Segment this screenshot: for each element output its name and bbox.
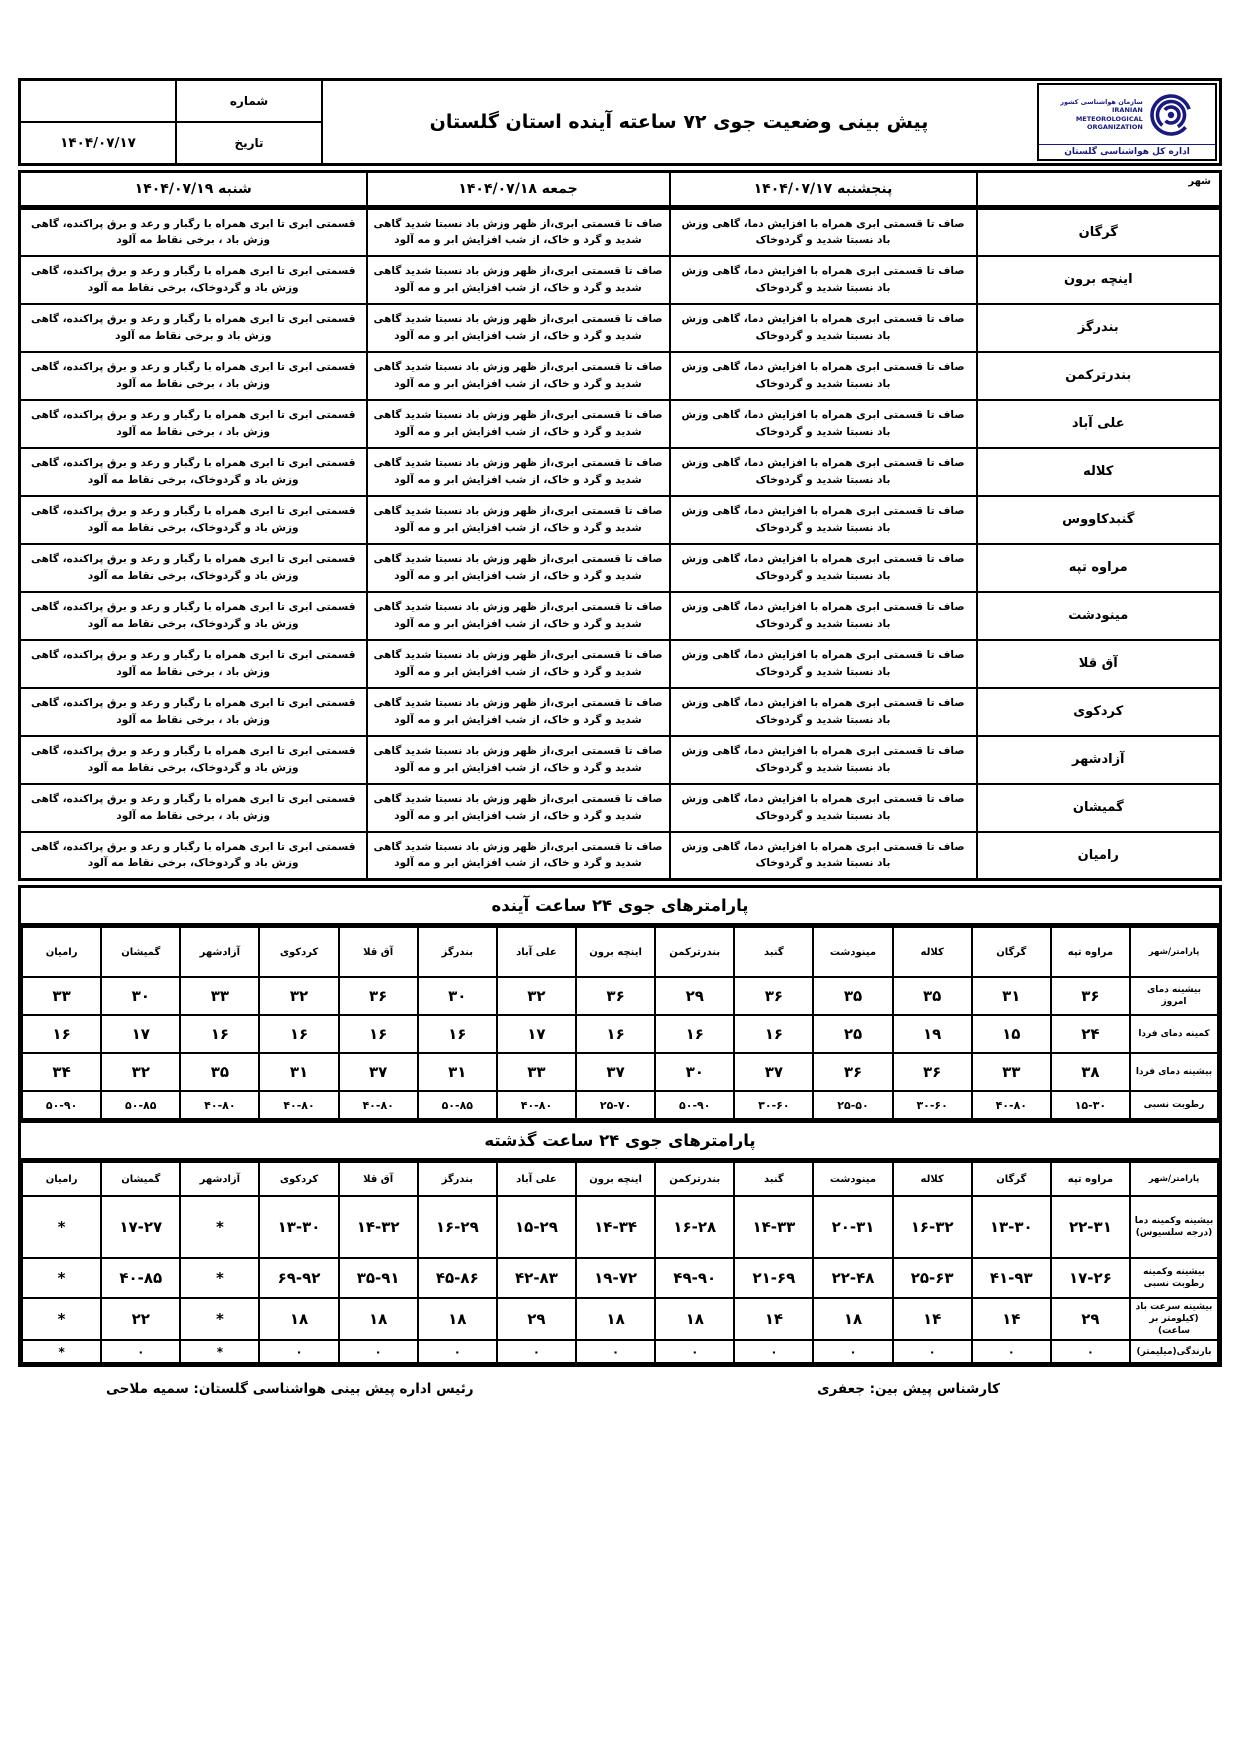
param-city-header: بندرگز — [418, 927, 497, 977]
forecast-row — [20, 208, 1221, 256]
forecast-thursday-cell: صاف تا قسمتی ابری همراه با افزایش دما، گاهی وزش باد نسبتا شدید و گردوخاک — [670, 688, 977, 736]
param-value: ۳۶ — [1051, 977, 1130, 1015]
forecast-saturday-cell: قسمتی ابری تا ابری همراه با رگبار و رعد و برق پراکنده، گاهی وزش باد و گردوخاک، برخی نقاط مه آلود — [20, 544, 367, 592]
param-city-header: کردکوی — [259, 1162, 338, 1196]
param-header-row — [22, 1162, 1218, 1196]
forecast-saturday-cell: قسمتی ابری تا ابری همراه با رگبار و رعد و برق پراکنده، گاهی وزش باد و گردوخاک، برخی نقاط مه آلود — [20, 736, 367, 784]
param-value: ۱۶ — [339, 1015, 418, 1053]
forecast-row — [20, 784, 1221, 832]
param-value: ۱۹-۷۲ — [576, 1258, 655, 1298]
forecast-thursday-cell: صاف تا قسمتی ابری همراه با افزایش دما، گاهی وزش باد نسبتا شدید و گردوخاک — [670, 736, 977, 784]
param-value: ۳۷ — [576, 1053, 655, 1091]
forecast-friday-cell: صاف تا قسمتی ابری،از ظهر وزش باد نسبتا شدید گاهی شدید و گرد و خاک، از شب افزایش ابر و مه آلود — [367, 592, 670, 640]
param-value: ۱۸ — [418, 1298, 497, 1340]
param-value: ۳۰-۶۰ — [893, 1091, 972, 1119]
param-city-header: اینچه برون — [576, 927, 655, 977]
param-value: ۲۲-۳۱ — [1051, 1196, 1130, 1258]
param-value: ۳۳ — [972, 1053, 1051, 1091]
param-city-header: گرگان — [972, 1162, 1051, 1196]
param-value: ۳۶ — [734, 977, 813, 1015]
logo-line-fa: سازمان هواشناسی کشور — [1060, 98, 1143, 107]
param-value: ۲۱-۶۹ — [734, 1258, 813, 1298]
logo-caption: اداره کل هواشناسی گلستان — [1039, 144, 1215, 159]
param-value: ۴۰-۸۵ — [101, 1258, 180, 1298]
forecast-thursday-cell: صاف تا قسمتی ابری همراه با افزایش دما، گاهی وزش باد نسبتا شدید و گردوخاک — [670, 304, 977, 352]
param-value: ۰ — [101, 1340, 180, 1363]
param-value: ۱۶-۲۹ — [418, 1196, 497, 1258]
param-corner-header: پارامتر/شهر — [1130, 1162, 1218, 1196]
param-city-header: رامیان — [22, 1162, 101, 1196]
param-value: ۰ — [893, 1340, 972, 1363]
param-value: ۳۱ — [418, 1053, 497, 1091]
forecast-saturday-cell: قسمتی ابری تا ابری همراه با رگبار و رعد و برق پراکنده، گاهی وزش باد ، برخی نقاط مه آلود — [20, 208, 367, 256]
forecast-saturday-cell: قسمتی ابری تا ابری همراه با رگبار و رعد و برق پراکنده، گاهی وزش باد ، برخی نقاط مه آلود — [20, 640, 367, 688]
param-value: ۳۱ — [972, 977, 1051, 1015]
params-past24-title: پارامترهای جوی ۲۴ ساعت گذشته — [21, 1120, 1219, 1161]
param-value: ۰ — [734, 1340, 813, 1363]
param-value: ۱۸ — [339, 1298, 418, 1340]
met-org-logo — [1037, 83, 1217, 161]
forecast-thursday-cell: صاف تا قسمتی ابری همراه با افزایش دما، گاهی وزش باد نسبتا شدید و گردوخاک — [670, 448, 977, 496]
param-value: ۰ — [576, 1340, 655, 1363]
forecast-thursday-cell: صاف تا قسمتی ابری همراه با افزایش دما، گاهی وزش باد نسبتا شدید و گردوخاک — [670, 784, 977, 832]
city-name: گنبدکاووس — [977, 496, 1221, 544]
param-value: ۰ — [259, 1340, 338, 1363]
forecast-row — [20, 640, 1221, 688]
param-value: ۲۵-۵۰ — [813, 1091, 892, 1119]
forecast-friday-cell: صاف تا قسمتی ابری،از ظهر وزش باد نسبتا شدید گاهی شدید و گرد و خاک، از شب افزایش ابر و مه آلود — [367, 496, 670, 544]
param-value: ۲۲-۴۸ — [813, 1258, 892, 1298]
param-row — [22, 1015, 1218, 1053]
forecast-row — [20, 256, 1221, 304]
param-value: ۱۶ — [418, 1015, 497, 1053]
param-value: ۳۸ — [1051, 1053, 1130, 1091]
forecast-row — [20, 736, 1221, 784]
forecast-thursday-cell: صاف تا قسمتی ابری همراه با افزایش دما، گاهی وزش باد نسبتا شدید و گردوخاک — [670, 544, 977, 592]
signatures-row — [18, 1379, 1222, 1409]
param-value: ۴۵-۸۶ — [418, 1258, 497, 1298]
forecaster-signature: کارشناس پیش بین: جعفری — [817, 1381, 1000, 1398]
param-row — [22, 1298, 1218, 1340]
city-name: گمیشان — [977, 784, 1221, 832]
city-name: آق قلا — [977, 640, 1221, 688]
param-value: * — [22, 1196, 101, 1258]
param-value: ۳۶ — [576, 977, 655, 1015]
param-value: ۱۵-۲۹ — [497, 1196, 576, 1258]
param-value: ۴۲-۸۳ — [497, 1258, 576, 1298]
forecast-friday-cell: صاف تا قسمتی ابری،از ظهر وزش باد نسبتا شدید گاهی شدید و گرد و خاک، از شب افزایش ابر و مه آلود — [367, 784, 670, 832]
param-value: ۳۷ — [734, 1053, 813, 1091]
param-value: ۳۰ — [655, 1053, 734, 1091]
param-value: ۳۶ — [813, 1053, 892, 1091]
param-value: ۲۲ — [101, 1298, 180, 1340]
param-value: ۱۳-۳۰ — [259, 1196, 338, 1258]
param-value: * — [180, 1340, 259, 1363]
param-value: ۱۵ — [972, 1015, 1051, 1053]
forecast-thursday-cell: صاف تا قسمتی ابری همراه با افزایش دما، گاهی وزش باد نسبتا شدید و گردوخاک — [670, 640, 977, 688]
forecast-friday-cell: صاف تا قسمتی ابری،از ظهر وزش باد نسبتا شدید گاهی شدید و گرد و خاک، از شب افزایش ابر و مه آلود — [367, 832, 670, 880]
forecast-row — [20, 304, 1221, 352]
bulletin-header — [18, 78, 1222, 166]
param-value: ۰ — [497, 1340, 576, 1363]
forecast-thursday-cell: صاف تا قسمتی ابری همراه با افزایش دما، گاهی وزش باد نسبتا شدید و گردوخاک — [670, 832, 977, 880]
date-label: تاریخ — [175, 123, 321, 163]
param-value: * — [180, 1298, 259, 1340]
param-value: ۱۶-۲۸ — [655, 1196, 734, 1258]
logo-line-en1: IRANIAN — [1112, 106, 1143, 115]
param-value: ۱۴ — [893, 1298, 972, 1340]
param-city-header: گنبد — [734, 927, 813, 977]
city-name: اینچه برون — [977, 256, 1221, 304]
param-city-header: بندرگز — [418, 1162, 497, 1196]
params-past24-table — [21, 1161, 1219, 1364]
logo-line-en3: ORGANIZATION — [1086, 122, 1143, 131]
forecast-table-body — [20, 208, 1221, 880]
param-row-label: کمینه دمای فردا — [1130, 1015, 1218, 1053]
param-value: ۰ — [418, 1340, 497, 1363]
param-value: ۲۵-۷۰ — [576, 1091, 655, 1119]
param-value: ۳۶ — [339, 977, 418, 1015]
param-value: ۴۰-۸۰ — [497, 1091, 576, 1119]
param-city-header: گنبد — [734, 1162, 813, 1196]
param-value: ۵۰-۹۰ — [655, 1091, 734, 1119]
forecast-saturday-cell: قسمتی ابری تا ابری همراه با رگبار و رعد و برق پراکنده، گاهی وزش باد ، برخی نقاط مه آلود — [20, 400, 367, 448]
forecast-thursday-cell: صاف تا قسمتی ابری همراه با افزایش دما، گاهی وزش باد نسبتا شدید و گردوخاک — [670, 496, 977, 544]
param-value: ۴۰-۸۰ — [972, 1091, 1051, 1119]
param-value: ۴۰-۸۰ — [259, 1091, 338, 1119]
param-value: ۳۰ — [101, 977, 180, 1015]
forecast-friday-cell: صاف تا قسمتی ابری،از ظهر وزش باد نسبتا شدید گاهی شدید و گرد و خاک، از شب افزایش ابر و مه آلود — [367, 304, 670, 352]
param-row — [22, 1091, 1218, 1119]
forecast-row — [20, 544, 1221, 592]
param-value: ۰ — [655, 1340, 734, 1363]
forecast-friday-cell: صاف تا قسمتی ابری،از ظهر وزش باد نسبتا شدید گاهی شدید و گرد و خاک، از شب افزایش ابر و مه آلود — [367, 448, 670, 496]
param-value: ۰ — [813, 1340, 892, 1363]
param-value: ۳۲ — [259, 977, 338, 1015]
param-value: * — [180, 1196, 259, 1258]
param-value: ۱۶-۳۲ — [893, 1196, 972, 1258]
number-label: شماره — [175, 81, 321, 121]
param-city-header: کلاله — [893, 1162, 972, 1196]
forecast-thursday-cell: صاف تا قسمتی ابری همراه با افزایش دما، گاهی وزش باد نسبتا شدید و گردوخاک — [670, 400, 977, 448]
param-value: ۳۴ — [22, 1053, 101, 1091]
forecast-saturday-cell: قسمتی ابری تا ابری همراه با رگبار و رعد و برق پراکنده، گاهی وزش باد و گردوخاک، برخی نقاط مه آلود — [20, 832, 367, 880]
city-name: بندرترکمن — [977, 352, 1221, 400]
date-value: ۱۴۰۴/۰۷/۱۷ — [60, 135, 136, 151]
city-name: آزادشهر — [977, 736, 1221, 784]
param-value: ۱۶ — [576, 1015, 655, 1053]
param-city-header: گمیشان — [101, 927, 180, 977]
city-name: گرگان — [977, 208, 1221, 256]
param-corner-header: پارامتر/شهر — [1130, 927, 1218, 977]
forecast-saturday-cell: قسمتی ابری تا ابری همراه با رگبار و رعد و برق پراکنده، گاهی وزش باد و گردوخاک، برخی نقاط مه آلود — [20, 592, 367, 640]
param-row — [22, 1258, 1218, 1298]
param-value: ۳۷ — [339, 1053, 418, 1091]
param-value: ۳۰ — [418, 977, 497, 1015]
param-row-label: بیشینه دمای فردا — [1130, 1053, 1218, 1091]
param-city-header: آزادشهر — [180, 1162, 259, 1196]
param-value: ۱۷ — [497, 1015, 576, 1053]
city-name: کردکوی — [977, 688, 1221, 736]
city-name: بندرگز — [977, 304, 1221, 352]
param-row-label: رطوبت نسبی — [1130, 1091, 1218, 1119]
forecast-friday-cell: صاف تا قسمتی ابری،از ظهر وزش باد نسبتا شدید گاهی شدید و گرد و خاک، از شب افزایش ابر و مه آلود — [367, 688, 670, 736]
param-value: ۲۹ — [497, 1298, 576, 1340]
forecast-row — [20, 688, 1221, 736]
forecast-saturday-cell: قسمتی ابری تا ابری همراه با رگبار و رعد و برق پراکنده، گاهی وزش باد و برخی نقاط مه آلود — [20, 304, 367, 352]
param-city-header: اینچه برون — [576, 1162, 655, 1196]
param-city-header: مینودشت — [813, 1162, 892, 1196]
param-city-header: رامیان — [22, 927, 101, 977]
forecast-saturday-cell: قسمتی ابری تا ابری همراه با رگبار و رعد و برق پراکنده، گاهی وزش باد ، برخی نقاط مه آلود — [20, 688, 367, 736]
friday-column-header: جمعه ۱۴۰۴/۰۷/۱۸ — [367, 172, 670, 208]
param-row-label: بیشینه دمای امروز — [1130, 977, 1218, 1015]
param-city-header: علی آباد — [497, 1162, 576, 1196]
param-value: ۳۱ — [259, 1053, 338, 1091]
param-city-header: مینودشت — [813, 927, 892, 977]
logo-org-lines — [1060, 98, 1143, 131]
param-value: ۱۸ — [259, 1298, 338, 1340]
param-value: ۲۴ — [1051, 1015, 1130, 1053]
forecast-saturday-cell: قسمتی ابری تا ابری همراه با رگبار و رعد و برق پراکنده، گاهی وزش باد و گردوخاک، برخی نقاط مه آلود — [20, 256, 367, 304]
param-value: ۲۰-۳۱ — [813, 1196, 892, 1258]
param-row-label: بیشینه سرعت باد (کیلومتر بر ساعت) — [1130, 1298, 1218, 1340]
forecast-row — [20, 832, 1221, 880]
param-value: ۳۳ — [22, 977, 101, 1015]
forecast-saturday-cell: قسمتی ابری تا ابری همراه با رگبار و رعد و برق پراکنده، گاهی وزش باد ، برخی نقاط مه آلود — [20, 784, 367, 832]
param-value: ۳۰-۶۰ — [734, 1091, 813, 1119]
param-value: ۵۰-۸۵ — [418, 1091, 497, 1119]
param-value: ۴۰-۸۰ — [339, 1091, 418, 1119]
forecast-table — [18, 170, 1222, 881]
forecast-friday-cell: صاف تا قسمتی ابری،از ظهر وزش باد نسبتا شدید گاهی شدید و گرد و خاک، از شب افزایش ابر و مه آلود — [367, 736, 670, 784]
number-row — [21, 81, 321, 123]
param-city-header: آق قلا — [339, 927, 418, 977]
param-value: ۱۷ — [101, 1015, 180, 1053]
param-value: ۱۴ — [972, 1298, 1051, 1340]
city-name: رامیان — [977, 832, 1221, 880]
forecast-friday-cell: صاف تا قسمتی ابری،از ظهر وزش باد نسبتا شدید گاهی شدید و گرد و خاک، از شب افزایش ابر و مه آلود — [367, 256, 670, 304]
param-value: * — [22, 1298, 101, 1340]
param-city-header: گرگان — [972, 927, 1051, 977]
param-value: ۳۲ — [497, 977, 576, 1015]
forecast-friday-cell: صاف تا قسمتی ابری،از ظهر وزش باد نسبتا شدید گاهی شدید و گرد و خاک، از شب افزایش ابر و مه آلود — [367, 544, 670, 592]
forecast-friday-cell: صاف تا قسمتی ابری،از ظهر وزش باد نسبتا شدید گاهی شدید و گرد و خاک، از شب افزایش ابر و مه آلود — [367, 400, 670, 448]
param-city-header: کلاله — [893, 927, 972, 977]
param-value: ۱۵-۳۰ — [1051, 1091, 1130, 1119]
param-value: ۳۳ — [497, 1053, 576, 1091]
param-row — [22, 1053, 1218, 1091]
number-value — [21, 81, 175, 121]
forecast-saturday-cell: قسمتی ابری تا ابری همراه با رگبار و رعد و برق پراکنده، گاهی وزش باد و گردوخاک، برخی نقاط مه آلود — [20, 496, 367, 544]
forecast-friday-cell: صاف تا قسمتی ابری،از ظهر وزش باد نسبتا شدید گاهی شدید و گرد و خاک، از شب افزایش ابر و مه آلود — [367, 352, 670, 400]
param-city-header: گمیشان — [101, 1162, 180, 1196]
forecast-row — [20, 496, 1221, 544]
param-row-label: بارندگی(میلیمتر) — [1130, 1340, 1218, 1363]
param-value: ۱۴ — [734, 1298, 813, 1340]
saturday-column-header: شنبه ۱۴۰۴/۰۷/۱۹ — [20, 172, 367, 208]
param-value: ۱۸ — [655, 1298, 734, 1340]
city-name: مراوه تپه — [977, 544, 1221, 592]
param-city-header: آق قلا — [339, 1162, 418, 1196]
param-value: ۱۷-۲۷ — [101, 1196, 180, 1258]
forecast-header-row — [20, 172, 1221, 208]
param-value: ۲۹ — [655, 977, 734, 1015]
param-row — [22, 977, 1218, 1015]
forecast-thursday-cell: صاف تا قسمتی ابری همراه با افزایش دما، گاهی وزش باد نسبتا شدید و گردوخاک — [670, 256, 977, 304]
forecast-row — [20, 400, 1221, 448]
param-value: ۱۸ — [576, 1298, 655, 1340]
forecast-thursday-cell: صاف تا قسمتی ابری همراه با افزایش دما، گاهی وزش باد نسبتا شدید و گردوخاک — [670, 352, 977, 400]
param-value: * — [180, 1258, 259, 1298]
param-value: ۳۵-۹۱ — [339, 1258, 418, 1298]
param-city-header: کردکوی — [259, 927, 338, 977]
city-name: کلاله — [977, 448, 1221, 496]
param-value: ۳۳ — [180, 977, 259, 1015]
param-city-header: مراوه تپه — [1051, 1162, 1130, 1196]
param-value: ۱۶ — [655, 1015, 734, 1053]
param-value: ۵۰-۸۵ — [101, 1091, 180, 1119]
forecast-friday-cell: صاف تا قسمتی ابری،از ظهر وزش باد نسبتا شدید گاهی شدید و گرد و خاک، از شب افزایش ابر و مه آلود — [367, 640, 670, 688]
param-value: ۴۰-۸۰ — [180, 1091, 259, 1119]
page-title: پیش بینی وضعیت جوی ۷۲ ساعته آینده استان گلستان — [429, 111, 929, 133]
param-value: ۳۶ — [893, 1053, 972, 1091]
spiral-logo-icon — [1148, 92, 1194, 138]
param-header-row — [22, 927, 1218, 977]
param-value: ۱۶ — [259, 1015, 338, 1053]
param-value: ۳۲ — [101, 1053, 180, 1091]
param-value: ۳۵ — [180, 1053, 259, 1091]
logo-line-en2: METEOROLOGICAL — [1075, 114, 1143, 123]
forecast-row — [20, 592, 1221, 640]
forecast-friday-cell: صاف تا قسمتی ابری،از ظهر وزش باد نسبتا شدید گاهی شدید و گرد و خاک، از شب افزایش ابر و مه آلود — [367, 208, 670, 256]
params-next24-table — [21, 926, 1219, 1120]
param-city-header: مراوه تپه — [1051, 927, 1130, 977]
forecast-thursday-cell: صاف تا قسمتی ابری همراه با افزایش دما، گاهی وزش باد نسبتا شدید و گردوخاک — [670, 208, 977, 256]
param-value: ۵۰-۹۰ — [22, 1091, 101, 1119]
param-row — [22, 1196, 1218, 1258]
parameters-section — [18, 885, 1222, 1367]
thursday-column-header: پنجشنبه ۱۴۰۴/۰۷/۱۷ — [670, 172, 977, 208]
city-name: علی آباد — [977, 400, 1221, 448]
param-value: ۱۴-۳۲ — [339, 1196, 418, 1258]
param-row — [22, 1340, 1218, 1363]
city-column-header: شهر — [977, 172, 1221, 208]
param-value: ۰ — [972, 1340, 1051, 1363]
forecast-row — [20, 448, 1221, 496]
param-value: ۱۴-۳۳ — [734, 1196, 813, 1258]
city-name: مینودشت — [977, 592, 1221, 640]
param-city-header: بندرترکمن — [655, 1162, 734, 1196]
param-value: ۲۵-۶۳ — [893, 1258, 972, 1298]
param-value: ۶۹-۹۲ — [259, 1258, 338, 1298]
forecast-saturday-cell: قسمتی ابری تا ابری همراه با رگبار و رعد و برق پراکنده، گاهی وزش باد و گردوخاک، برخی نقاط مه آلود — [20, 448, 367, 496]
head-signature: رئیس اداره پیش بینی هواشناسی گلستان: سمیه ملاحی — [106, 1381, 474, 1398]
param-value: ۱۷-۲۶ — [1051, 1258, 1130, 1298]
param-value: ۱۶ — [180, 1015, 259, 1053]
param-value: ۴۹-۹۰ — [655, 1258, 734, 1298]
param-value: * — [22, 1258, 101, 1298]
param-value: ۱۳-۳۰ — [972, 1196, 1051, 1258]
param-city-header: بندرترکمن — [655, 927, 734, 977]
param-value: ۱۴-۳۴ — [576, 1196, 655, 1258]
param-value: ۱۶ — [22, 1015, 101, 1053]
param-value: * — [22, 1340, 101, 1363]
param-value: ۳۵ — [813, 977, 892, 1015]
param-value: ۲۹ — [1051, 1298, 1130, 1340]
forecast-saturday-cell: قسمتی ابری تا ابری همراه با رگبار و رعد و برق پراکنده، گاهی وزش باد ، برخی نقاط مه آلود — [20, 352, 367, 400]
param-value: ۱۹ — [893, 1015, 972, 1053]
logo-body — [1039, 85, 1215, 144]
param-value: ۰ — [339, 1340, 418, 1363]
param-value: ۳۵ — [893, 977, 972, 1015]
forecast-row — [20, 352, 1221, 400]
date-row — [21, 123, 321, 163]
param-row-label: بیشینه وکمینه دما (درجه سلسیوس) — [1130, 1196, 1218, 1258]
param-row-label: بیشینه وکمینه رطوبت نسبی — [1130, 1258, 1218, 1298]
number-date-fields — [21, 81, 323, 163]
param-value: ۴۱-۹۳ — [972, 1258, 1051, 1298]
param-value: ۱۶ — [734, 1015, 813, 1053]
param-value: ۱۸ — [813, 1298, 892, 1340]
param-city-header: علی آباد — [497, 927, 576, 977]
params-next24-title: پارامترهای جوی ۲۴ ساعت آینده — [21, 888, 1219, 926]
param-city-header: آزادشهر — [180, 927, 259, 977]
param-value: ۲۵ — [813, 1015, 892, 1053]
forecast-thursday-cell: صاف تا قسمتی ابری همراه با افزایش دما، گاهی وزش باد نسبتا شدید و گردوخاک — [670, 592, 977, 640]
param-value: ۰ — [1051, 1340, 1130, 1363]
